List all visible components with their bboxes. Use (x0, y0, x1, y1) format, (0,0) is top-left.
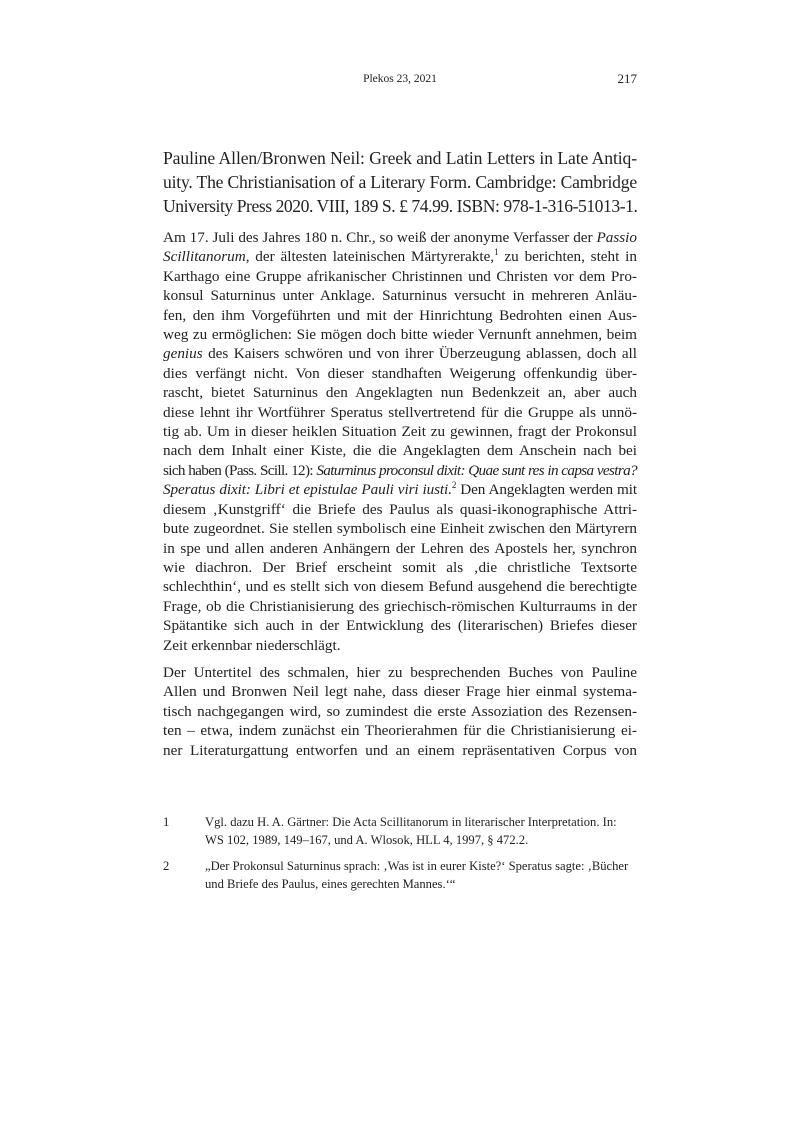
text-line (163, 539, 637, 558)
text-line (163, 519, 637, 538)
text-line (163, 721, 637, 740)
text-line (163, 663, 637, 682)
text-line (163, 558, 637, 577)
text-line (163, 702, 637, 721)
text-segment: des Kaisers schwören und von ihrer Überzeugung ablassen, doch all (202, 345, 637, 363)
text-line (163, 480, 637, 499)
footnote-text: „Der Prokonsul Saturninus sprach: ‚Was ist in eurer Kiste?‘ Speratus sagte: ‚Bücher und Briefe des Paulus, eines gerechten Mannes.‘“ (205, 859, 629, 891)
italic-text: Speratus dixit: Libri et epistulae Pauli viri iusti. (163, 481, 452, 499)
text-line (163, 500, 637, 519)
text-segment: diese lehnt ihr Wortführer Speratus stellvertretend für die Gruppe als unnö- (163, 403, 637, 421)
text-line (163, 383, 637, 402)
text-line (163, 616, 637, 635)
text-segment: bute zugeordnet. Sie stellen symbolisch eine Einheit zwischen den Märtyrern (163, 520, 637, 538)
text-segment: Karthago eine Gruppe afrikanischer Christinnen und Christen vor dem Pro- (163, 267, 637, 285)
footnote (163, 857, 637, 893)
text-line (163, 597, 637, 616)
text-segment: schlechthin‘, und es stellt sich von diesem Befund ausgehend die berechtigte (163, 578, 637, 596)
text-segment: ten – etwa, indem zunächst ein Theorierahmen für die Christianisierung ei- (163, 722, 637, 740)
text-line (163, 441, 637, 460)
journal-citation: Plekos 23, 2021 (363, 73, 437, 85)
italic-text: genius (163, 345, 203, 363)
text-line (163, 247, 637, 266)
text-segment: Der Untertitel des schmalen, hier zu besprechenden Buches von Pauline (163, 664, 637, 681)
footnote-number: 2 (163, 859, 170, 873)
text-line (163, 461, 637, 480)
text-segment: tig ab. Um in dieser heiklen Situation Zeit zu gewinnen, fragt der Prokonsul (163, 423, 637, 441)
text-segment: zu berichten, steht in (498, 248, 637, 266)
text-segment: weg zu ermöglichen: Sie mögen doch bitte wieder Vernunft annehmen, beim (163, 326, 637, 344)
text-segment: tisch nachgegangen wird, so zumindest die erste Assoziation des Rezensen- (163, 702, 637, 720)
text-segment: Allen und Bronwen Neil legt nahe, dass dieser Frage hier einmal systema- (163, 683, 637, 701)
italic-text: Saturninus proconsul dixit: Quae sunt res in capsa vestra? (316, 461, 638, 479)
text-segment: nach dem Inhalt einer Kiste, die die Angeklagten dem Anschein nach bei (163, 442, 637, 460)
text-line (163, 146, 637, 170)
text-segment: diesem ‚Kunstgriff‘ die Briefe des Paulus als quasi-ikonographische Attri- (163, 500, 637, 518)
footnote-text: Vgl. dazu H. A. Gärtner: Die Acta Scillitanorum in literarischer Interpretation. In: WS 102, 1989, 149–167, und A. Wlosok, HLL 4, 1997, § 472.2. (205, 815, 617, 847)
italic-text: Scillitanorum (163, 248, 246, 266)
text-line (163, 682, 637, 701)
footnote-reference: 1 (494, 247, 499, 258)
text-segment: , der ältesten lateinischen Märtyrerakte, (245, 248, 495, 266)
footnotes (163, 813, 637, 901)
page-number: 217 (617, 71, 637, 86)
text-line (163, 228, 637, 247)
text-segment: Frage, ob die Christianisierung des griechisch-römischen Kulturraums in der (163, 597, 637, 615)
text-line (163, 403, 637, 422)
text-line (163, 267, 637, 286)
text-segment: Den Angeklagten werden mit (456, 481, 638, 499)
text-line (163, 325, 637, 344)
text-line (163, 577, 637, 596)
text-line (163, 170, 637, 194)
text-segment: dies verfängt nicht. Von dieser standhaften Weigerung offenkundig über- (163, 364, 637, 382)
text-line (163, 306, 637, 325)
text-line (163, 364, 637, 383)
footnote (163, 813, 637, 849)
review-title (163, 146, 637, 218)
text-line (163, 286, 637, 305)
text-segment: rascht, bietet Saturninus den Angeklagten nun Bedenkzeit an, aber auch (163, 384, 637, 402)
footnote-number: 1 (163, 815, 170, 829)
text-segment: Pauline Allen/Bronwen Neil: Greek and Latin Letters in Late Antiq- (163, 148, 637, 168)
italic-text: Passio (596, 229, 637, 246)
text-segment: fen, den ihm Vorgeführten und mit der Hinrichtung Bedrohten einen Aus- (163, 306, 637, 324)
text-segment: sich haben (Pass. Scill. 12): (163, 461, 317, 479)
text-segment: wie diachron. Der Brief erscheint somit als ‚die christliche Textsorte (163, 558, 637, 576)
text-segment: University Press 2020. VIII, 189 S. £ 74.99. ISBN: 978-1-316-51013-1. (163, 196, 638, 216)
footnote-reference: 2 (451, 480, 457, 491)
text-segment: uity. The Christianisation of a Literary Form. Cambridge: Cambridge (163, 172, 637, 192)
text-segment: Spätantike sich auch in der Entwicklung des (literarischen) Briefes dieser (163, 617, 637, 635)
text-line (163, 344, 637, 363)
text-segment: Zeit erkennbar niederschlägt. (163, 636, 341, 654)
text-segment: ner Literaturgattung entworfen und an einem repräsentativen Corpus von (163, 741, 637, 759)
text-segment: in spe und allen anderen Anhängern der Lehren des Apostels her, synchron (163, 539, 637, 557)
body-paragraph (163, 663, 637, 760)
text-line (163, 194, 637, 218)
text-segment: konsul Saturninus unter Anklage. Saturninus versucht in mehreren Anläu- (163, 287, 637, 305)
text-line (163, 741, 637, 760)
text-line (163, 422, 637, 441)
running-head (163, 73, 637, 89)
body-paragraph (163, 228, 637, 655)
text-segment: Am 17. Juli des Jahres 180 n. Chr., so weiß der anonyme Verfasser der (163, 229, 597, 246)
text-line (163, 636, 637, 655)
